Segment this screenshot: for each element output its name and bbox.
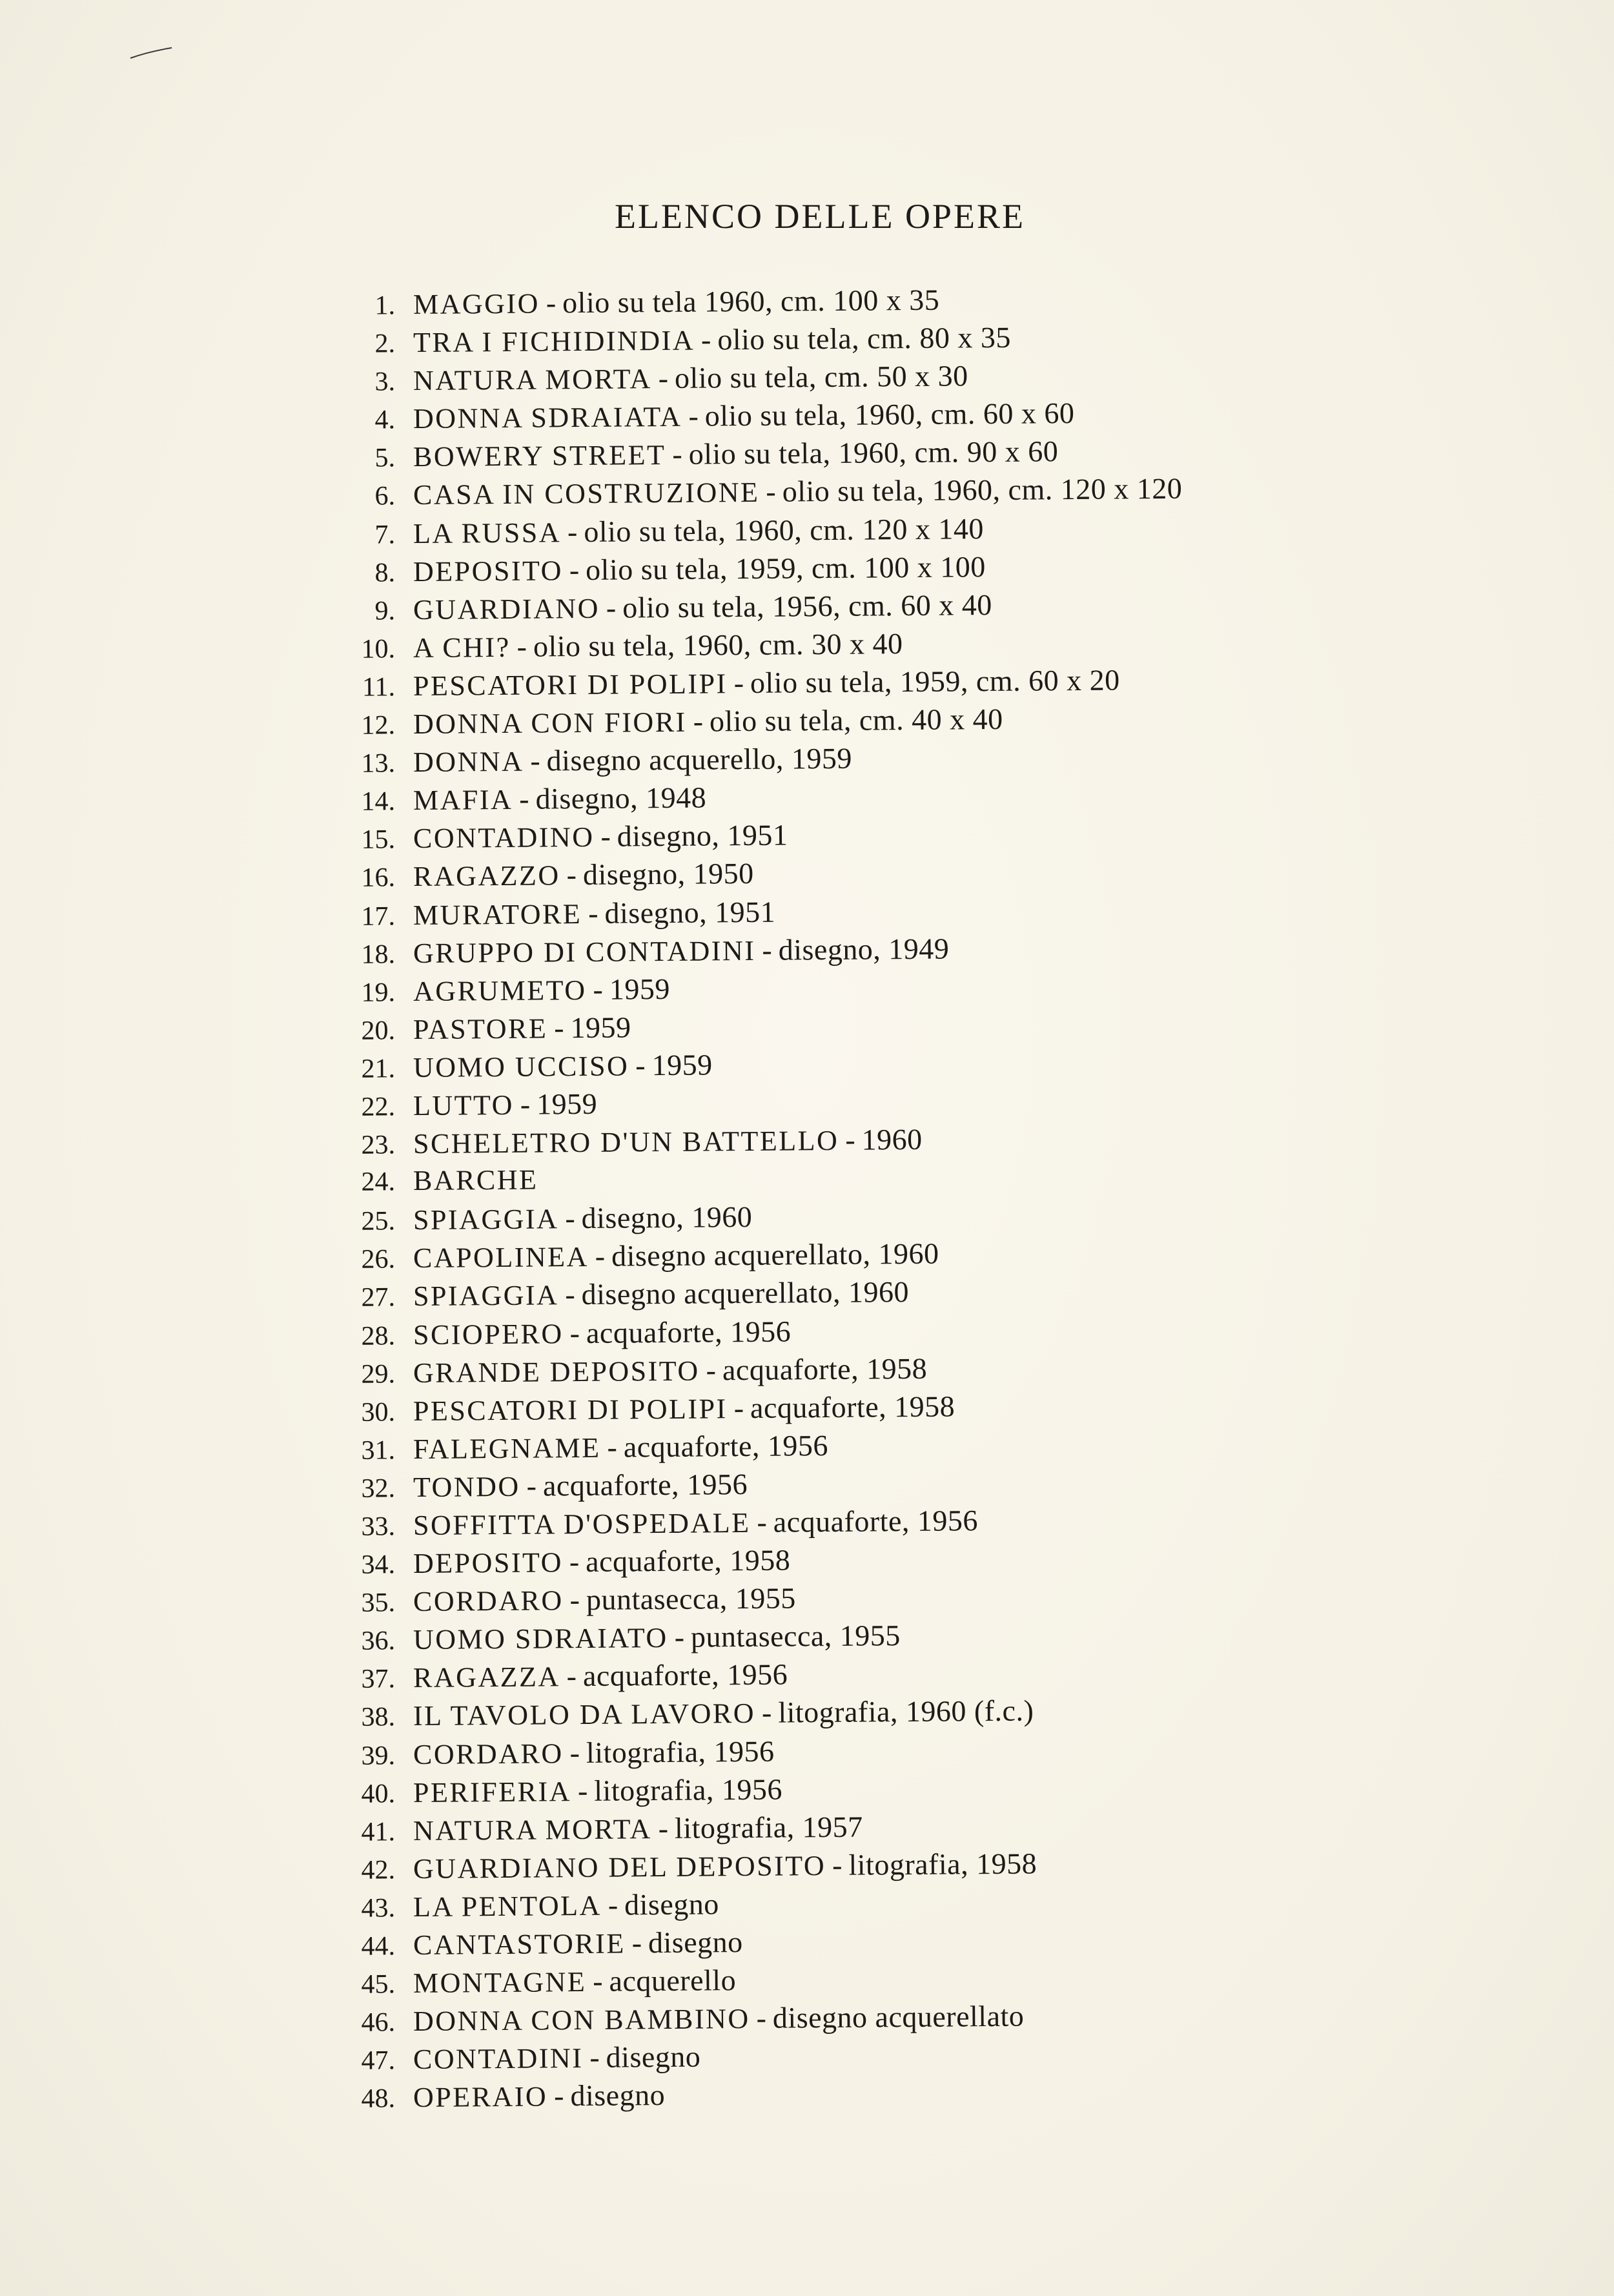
work-description: disegno: [648, 1925, 743, 1960]
work-description: disegno, 1951: [617, 818, 788, 853]
work-description: acquaforte, 1958: [585, 1543, 791, 1579]
work-description: olio su tela, 1960, cm. 120 x 140: [584, 511, 985, 548]
separator-dash: -: [674, 1621, 685, 1654]
separator-dash: -: [658, 1811, 669, 1845]
work-title: DONNA: [413, 745, 524, 779]
work-title: CORDARO: [413, 1584, 564, 1618]
work-description: disegno: [570, 2078, 666, 2113]
item-number: 46.: [361, 2007, 396, 2038]
work-description: acquaforte, 1958: [750, 1389, 955, 1424]
separator-dash: -: [762, 933, 772, 967]
work-description: disegno: [606, 2040, 701, 2075]
work-title: DEPOSITO: [413, 554, 564, 588]
item-number: 47.: [361, 2045, 396, 2076]
separator-dash: -: [761, 1696, 772, 1730]
item-number: 41.: [361, 1817, 396, 1847]
separator-dash: -: [658, 362, 669, 395]
work-title: OPERAIO: [413, 2080, 548, 2114]
work-description: 1960: [861, 1122, 923, 1156]
work-title: BARCHE: [413, 1163, 538, 1197]
list-item: [336, 2072, 1433, 2118]
item-number: 38.: [361, 1702, 396, 1733]
item-number: 48.: [361, 2084, 396, 2115]
separator-dash: -: [756, 2001, 767, 2035]
separator-dash: -: [600, 819, 611, 854]
work-description: litografia, 1956: [586, 1734, 775, 1769]
separator-dash: -: [608, 1888, 618, 1922]
item-number: 14.: [361, 786, 396, 817]
separator-dash: -: [845, 1123, 855, 1156]
separator-dash: -: [577, 1774, 588, 1807]
work-description: 1959: [536, 1087, 598, 1121]
item-number: 24.: [361, 1167, 396, 1197]
item-number: 11.: [362, 672, 396, 702]
work-title: GRUPPO DI CONTADINI: [413, 934, 756, 969]
work-title: DONNA CON FIORI: [413, 706, 687, 741]
work-description: disegno acquerellato, 1960: [581, 1275, 910, 1311]
item-number: 17.: [361, 901, 396, 932]
work-description: litografia, 1960 (f.c.): [778, 1694, 1034, 1730]
work-description: disegno, 1948: [535, 781, 707, 815]
work-description: disegno acquerellato, 1960: [611, 1237, 939, 1273]
work-title: FALEGNAME: [413, 1431, 601, 1465]
work-title: LA PENTOLA: [413, 1889, 602, 1923]
work-description: olio su tela, 1960, cm. 120 x 120: [782, 472, 1183, 509]
work-description: olio su tela, 1959, cm. 60 x 20: [750, 663, 1120, 699]
work-description: litografia, 1958: [848, 1847, 1037, 1881]
item-number: 6.: [374, 481, 396, 511]
separator-dash: -: [587, 896, 598, 930]
separator-dash: -: [733, 666, 744, 700]
work-title: IL TAVOLO DA LAVORO: [413, 1697, 756, 1732]
work-title: SPIAGGIA: [413, 1279, 559, 1313]
item-number: 21.: [361, 1054, 396, 1084]
work-description: acquerello: [609, 1963, 737, 1998]
work-title: CONTADINI: [413, 2042, 584, 2076]
separator-dash: -: [553, 2079, 564, 2113]
work-title: UOMO UCCISO: [413, 1050, 629, 1083]
item-number: 2.: [374, 329, 396, 359]
separator-dash: -: [832, 1848, 843, 1881]
work-title: A CHI?: [413, 631, 511, 664]
work-description: olio su tela, 1956, cm. 60 x 40: [622, 588, 992, 624]
work-description: puntasecca, 1955: [690, 1619, 901, 1654]
separator-dash: -: [700, 323, 711, 356]
work-title: MAFIA: [413, 784, 513, 817]
separator-dash: -: [569, 1545, 580, 1579]
separator-dash: -: [607, 1430, 618, 1464]
work-title: PERIFERIA: [413, 1775, 572, 1809]
work-description: litografia, 1957: [674, 1810, 863, 1845]
separator-dash: -: [589, 2041, 600, 2075]
separator-dash: -: [631, 1926, 642, 1960]
separator-dash: -: [672, 438, 682, 471]
work-title: CONTADINO: [413, 821, 595, 855]
work-description: acquaforte, 1956: [623, 1428, 829, 1464]
item-number: 34.: [361, 1550, 396, 1580]
separator-dash: -: [766, 475, 776, 509]
item-number: 28.: [361, 1320, 396, 1351]
work-description: olio su tela, cm. 80 x 35: [717, 320, 1012, 356]
work-title: LA RUSSA: [413, 516, 562, 549]
item-number: 31.: [361, 1435, 396, 1466]
work-description: disegno acquerellato: [772, 1999, 1025, 2035]
work-title: SCIOPERO: [413, 1317, 564, 1351]
work-title: PESCATORI DI POLIPI: [413, 1392, 728, 1427]
separator-dash: -: [569, 1583, 580, 1617]
work-title: MURATORE: [413, 897, 582, 931]
item-number: 39.: [361, 1740, 396, 1771]
work-description: disegno: [624, 1887, 719, 1922]
separator-dash: -: [688, 399, 699, 433]
separator-dash: -: [569, 1736, 580, 1769]
work-description: acquaforte, 1958: [722, 1351, 928, 1386]
work-title: PASTORE: [413, 1012, 548, 1045]
item-number: 9.: [374, 596, 396, 626]
separator-dash: -: [567, 515, 578, 548]
separator-dash: -: [554, 1011, 564, 1045]
work-title: MONTAGNE: [413, 1966, 587, 2000]
work-description: 1959: [609, 972, 671, 1006]
work-title: GRANDE DEPOSITO: [413, 1355, 700, 1389]
item-number: 44.: [361, 1931, 396, 1962]
item-number: 3.: [374, 367, 396, 397]
item-number: 45.: [361, 1969, 396, 2000]
work-title: MAGGIO: [413, 287, 540, 321]
separator-dash: -: [595, 1240, 606, 1273]
work-description: olio su tela, cm. 40 x 40: [709, 702, 1003, 738]
work-title: CORDARO: [413, 1737, 564, 1770]
work-description: olio su tela, 1960, cm. 30 x 40: [533, 626, 903, 663]
item-number: 10.: [361, 634, 396, 664]
work-title: NATURA MORTA: [413, 1812, 652, 1847]
item-number: 43.: [361, 1893, 396, 1923]
work-title: TRA I FICHIDINDIA: [413, 324, 695, 359]
work-title: AGRUMETO: [413, 974, 587, 1007]
item-number: 40.: [361, 1778, 396, 1809]
page-title: ELENCO DELLE OPERE: [615, 197, 1025, 236]
work-description: disegno, 1951: [604, 895, 776, 930]
item-number: 16.: [361, 863, 396, 894]
separator-dash: -: [546, 286, 557, 320]
work-title: CANTASTORIE: [413, 1927, 626, 1962]
separator-dash: -: [566, 858, 577, 892]
work-description: litografia, 1956: [594, 1772, 783, 1807]
item-number: 12.: [361, 710, 396, 741]
work-description: olio su tela 1960, cm. 100 x 35: [562, 283, 940, 320]
work-title: GUARDIANO DEL DEPOSITO: [413, 1849, 826, 1885]
work-title: SOFFITTA D'OSPEDALE: [413, 1506, 751, 1542]
work-description: disegno, 1949: [778, 932, 950, 967]
works-list: [336, 283, 1433, 2119]
item-number: 37.: [361, 1664, 396, 1695]
work-title: DONNA SDRAIATA: [413, 401, 682, 435]
item-number: 30.: [361, 1397, 396, 1428]
item-number: 5.: [374, 443, 396, 473]
item-number: 42.: [361, 1855, 396, 1885]
item-number: 4.: [374, 405, 396, 435]
separator-dash: -: [593, 972, 604, 1006]
work-title: SCHELETRO D'UN BATTELLO: [413, 1124, 839, 1160]
work-title: PESCATORI DI POLIPI: [413, 668, 728, 702]
work-description: disegno, 1960: [581, 1200, 753, 1235]
work-title: CASA IN COSTRUZIONE: [413, 477, 760, 511]
item-number: 15.: [361, 825, 396, 856]
work-title: UOMO SDRAIATO: [413, 1622, 668, 1656]
work-title: BOWERY STREET: [413, 439, 666, 473]
work-description: olio su tela, 1960, cm. 90 x 60: [688, 435, 1059, 471]
work-title: RAGAZZO: [413, 859, 560, 893]
work-description: olio su tela, 1960, cm. 60 x 60: [704, 396, 1075, 433]
item-number: 35.: [361, 1588, 396, 1618]
item-number: 25.: [361, 1206, 396, 1236]
item-number: 26.: [361, 1244, 396, 1275]
item-number: 36.: [361, 1626, 396, 1656]
work-description: puntasecca, 1955: [586, 1581, 796, 1617]
separator-dash: -: [757, 1505, 768, 1539]
pen-stroke-mark: [129, 45, 174, 61]
work-description: disegno, 1950: [582, 857, 754, 892]
work-description: olio su tela, cm. 50 x 30: [674, 359, 968, 395]
separator-dash: -: [520, 1087, 531, 1121]
work-title: DEPOSITO: [413, 1546, 564, 1580]
item-number: 27.: [361, 1282, 396, 1313]
separator-dash: -: [565, 1278, 575, 1311]
item-number: 29.: [361, 1358, 396, 1389]
separator-dash: -: [569, 1316, 580, 1349]
item-number: 20.: [361, 1016, 396, 1046]
work-title: TONDO: [413, 1470, 520, 1503]
item-number: 13.: [361, 748, 396, 779]
item-number: 7.: [374, 519, 396, 550]
item-number: 1.: [374, 291, 396, 321]
separator-dash: -: [565, 1202, 575, 1235]
work-description: acquaforte, 1956: [773, 1504, 979, 1539]
separator-dash: -: [606, 591, 617, 624]
item-number: 23.: [361, 1130, 396, 1160]
item-number: 19.: [361, 977, 396, 1008]
work-description: 1959: [570, 1010, 631, 1044]
separator-dash: -: [519, 782, 529, 815]
item-number: 33.: [361, 1512, 396, 1542]
work-description: acquaforte, 1956: [582, 1657, 788, 1693]
work-title: LUTTO: [413, 1089, 515, 1122]
separator-dash: -: [733, 1391, 744, 1424]
work-description: disegno acquerello, 1959: [546, 741, 853, 777]
item-number: 22.: [361, 1092, 396, 1122]
item-number: 32.: [361, 1473, 396, 1504]
work-description: 1959: [651, 1048, 713, 1082]
work-title: CAPOLINEA: [413, 1241, 589, 1275]
item-number: 8.: [374, 557, 396, 588]
work-title: NATURA MORTA: [413, 363, 652, 397]
separator-dash: -: [526, 1469, 537, 1502]
work-description: acquaforte, 1956: [586, 1314, 792, 1349]
separator-dash: -: [566, 1659, 577, 1693]
separator-dash: -: [530, 744, 540, 777]
separator-dash: -: [706, 1353, 717, 1387]
work-title: DONNA CON BAMBINO: [413, 2003, 750, 2038]
work-title: RAGAZZA: [413, 1661, 560, 1694]
work-description: acquaforte, 1956: [542, 1467, 748, 1502]
separator-dash: -: [635, 1049, 646, 1082]
work-description: olio su tela, 1959, cm. 100 x 100: [585, 549, 986, 586]
separator-dash: -: [592, 1964, 603, 1998]
work-title: SPIAGGIA: [413, 1203, 559, 1236]
item-number: 18.: [361, 939, 396, 970]
separator-dash: -: [693, 704, 704, 738]
separator-dash: -: [569, 553, 580, 586]
separator-dash: -: [516, 630, 527, 663]
work-title: GUARDIANO: [413, 592, 600, 626]
